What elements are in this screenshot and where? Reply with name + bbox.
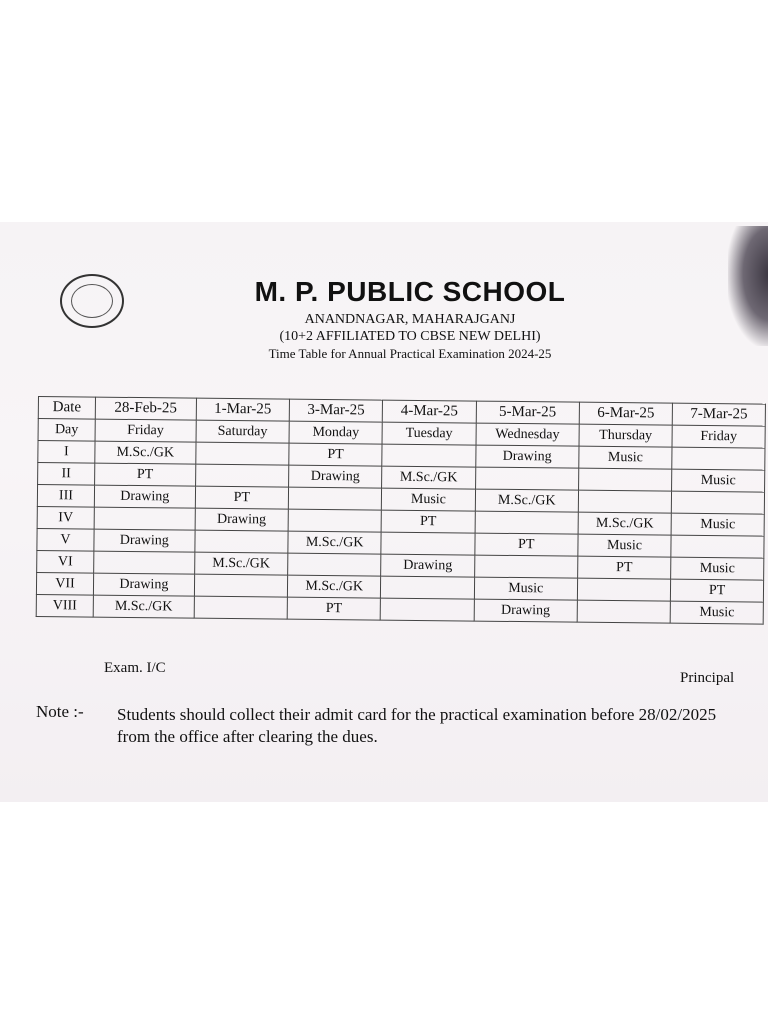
school-address: ANANDNAGAR, MAHARAJGANJ (304, 312, 516, 327)
subject-cell (578, 468, 672, 491)
subject-cell: Music (579, 446, 673, 469)
subject-cell: M.Sc./GK (93, 595, 194, 618)
subject-cell (671, 535, 764, 558)
class-label: III (37, 485, 94, 508)
day-cell: Tuesday (382, 422, 476, 445)
subject-cell: PT (577, 556, 671, 579)
subject-cell (672, 491, 765, 514)
date-cell: 4-Mar-25 (383, 400, 477, 423)
date-cell: 3-Mar-25 (289, 399, 383, 422)
school-affiliation: (10+2 AFFILIATED TO CBSE NEW DELHI) (279, 329, 541, 344)
subject-cell: Drawing (475, 445, 578, 468)
subject-cell: PT (95, 463, 196, 486)
subject-cell: Drawing (94, 485, 195, 508)
subject-cell: M.Sc./GK (288, 531, 382, 554)
subject-cell: Music (382, 488, 476, 511)
logo-emblem (71, 284, 113, 318)
subject-cell (94, 551, 195, 574)
subject-cell: M.Sc./GK (578, 512, 672, 535)
subject-cell: Drawing (94, 529, 195, 552)
subject-cell: Drawing (289, 465, 383, 488)
school-name: M. P. PUBLIC SCHOOL (254, 276, 566, 307)
subject-cell: Music (670, 601, 763, 624)
exam-incharge-signature: Exam. I/C (104, 660, 166, 676)
subject-cell (577, 600, 671, 623)
note-text: Students should collect their admit card for the practical examination before 28/02/2025 from the office after clearing the dues. (117, 705, 717, 746)
subject-cell: Music (672, 469, 765, 492)
date-label: Date (38, 397, 95, 420)
page-shadow (728, 226, 768, 346)
subject-cell: Drawing (474, 599, 577, 622)
subject-cell (381, 532, 475, 555)
subject-cell (288, 553, 382, 576)
subject-cell (195, 464, 289, 487)
subject-cell: Music (474, 577, 577, 600)
class-label: VI (37, 550, 94, 573)
subject-cell: Drawing (93, 573, 194, 596)
subject-cell (672, 447, 765, 470)
class-label: IV (37, 506, 94, 529)
date-cell: 7-Mar-25 (672, 403, 765, 426)
date-cell: 6-Mar-25 (579, 402, 673, 425)
subject-cell: PT (289, 443, 383, 466)
subject-cell: Music (671, 557, 764, 580)
subject-cell: PT (671, 579, 764, 602)
subject-cell (381, 576, 475, 599)
class-label: I (38, 441, 95, 464)
subject-cell (194, 596, 288, 619)
principal-signature: Principal (680, 670, 735, 686)
day-cell: Saturday (196, 420, 290, 443)
subject-cell (381, 598, 475, 621)
date-cell: 1-Mar-25 (196, 398, 290, 421)
subject-cell: PT (287, 597, 381, 620)
subject-cell: PT (195, 486, 289, 509)
subject-cell (94, 507, 195, 530)
subject-cell (288, 509, 382, 532)
day-cell: Thursday (579, 424, 673, 447)
subject-cell: Music (578, 534, 672, 557)
school-logo-icon (60, 274, 124, 328)
subject-cell (194, 574, 288, 597)
subject-cell (475, 511, 578, 534)
exam-timetable (36, 396, 766, 625)
subject-cell: M.Sc./GK (194, 552, 288, 575)
subject-cell: M.Sc./GK (475, 489, 578, 512)
date-cell: 28-Feb-25 (95, 397, 196, 420)
day-label: Day (38, 419, 95, 442)
subject-cell: Drawing (381, 554, 475, 577)
subject-cell (288, 487, 382, 510)
subject-cell (577, 578, 671, 601)
day-cell: Wednesday (476, 423, 579, 446)
subject-cell (195, 530, 289, 553)
subject-cell: M.Sc./GK (287, 575, 381, 598)
subject-cell: M.Sc./GK (382, 466, 476, 489)
note-label: Note :- (36, 702, 84, 721)
subject-cell: PT (381, 510, 475, 533)
class-label: V (37, 528, 94, 551)
class-label: II (38, 463, 95, 486)
subject-cell (578, 490, 672, 513)
day-cell: Friday (95, 419, 196, 442)
subject-cell (382, 444, 476, 467)
date-cell: 5-Mar-25 (476, 401, 579, 424)
day-cell: Friday (672, 425, 765, 448)
class-label: VII (36, 572, 93, 595)
subject-cell (474, 555, 577, 578)
subject-cell: Music (671, 513, 764, 536)
timetable-subtitle: Time Table for Annual Practical Examination 2024-25 (268, 346, 552, 361)
subject-cell: PT (475, 533, 578, 556)
subject-cell: Drawing (195, 508, 289, 531)
subject-cell: M.Sc./GK (95, 441, 196, 464)
day-cell: Monday (289, 421, 383, 444)
subject-cell (475, 467, 578, 490)
class-label: VIII (36, 594, 93, 617)
subject-cell (195, 442, 289, 465)
